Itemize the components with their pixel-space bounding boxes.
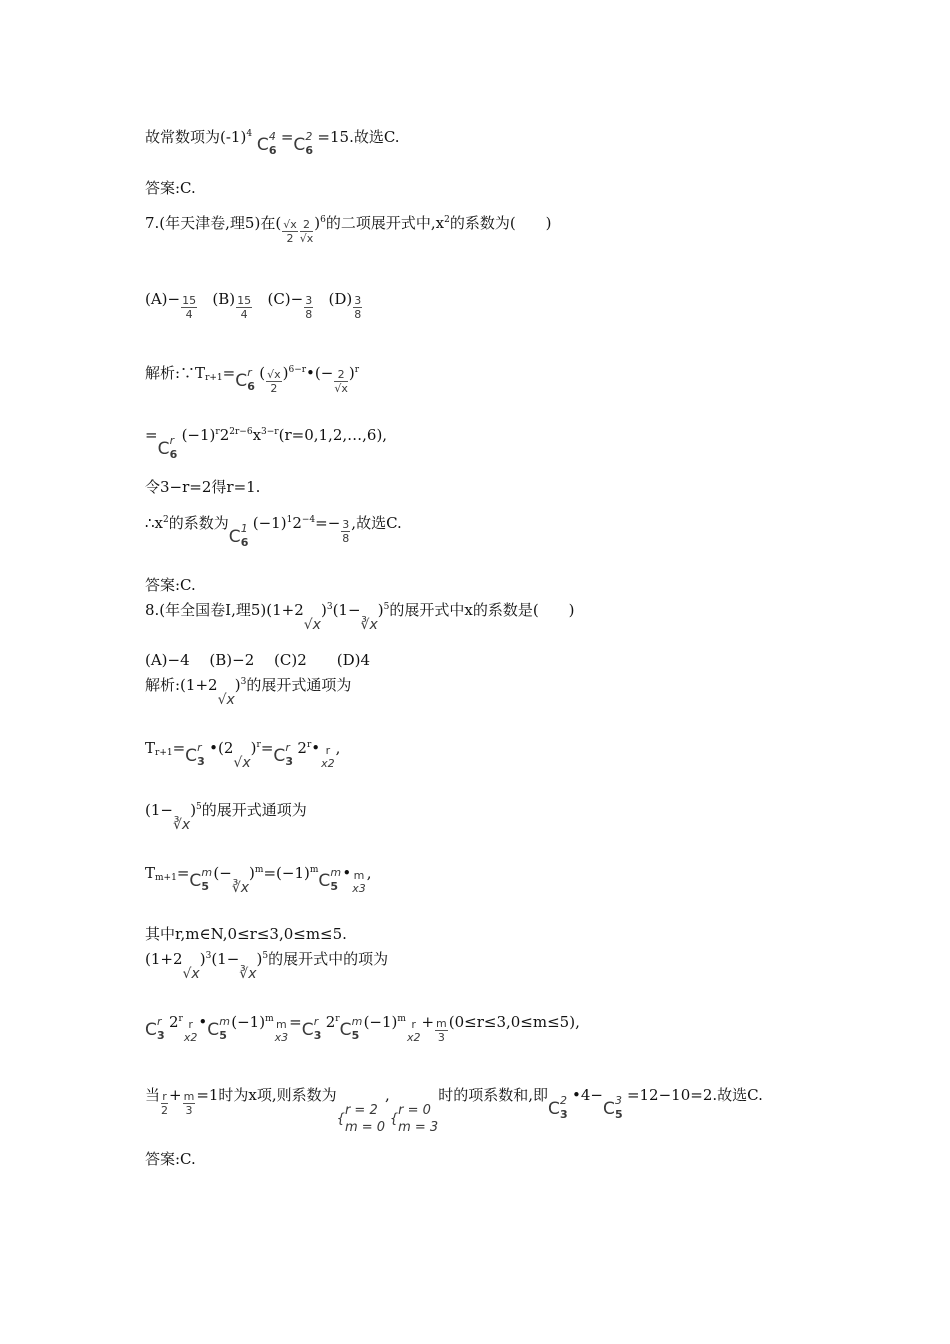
text: • bbox=[311, 739, 321, 757]
exponent: 5 bbox=[262, 951, 269, 961]
answer-line: 答案:C. bbox=[145, 179, 196, 197]
binomial-coefficient: C r 3 bbox=[273, 741, 294, 768]
text: 的系数为 bbox=[168, 514, 229, 532]
binomial-coefficient: C m 5 bbox=[189, 866, 213, 893]
fraction: $\frac{√x}{2}$ bbox=[283, 218, 297, 245]
question-8: 8.(年全国卷Ⅰ,理$5)(1+2√x)^3(1-∛x)^5$的展开式中x的系数是( ) bbox=[145, 601, 575, 633]
text-line bbox=[145, 1088, 763, 1136]
text: 当 bbox=[145, 1086, 161, 1104]
text: ,故选C. bbox=[351, 514, 402, 532]
cbrt-x: ∛x bbox=[172, 817, 191, 833]
text: • bbox=[198, 1013, 208, 1031]
fraction: $\frac{2}{√x}$ bbox=[299, 218, 314, 245]
exponent: r bbox=[354, 365, 360, 375]
solution-line bbox=[145, 428, 387, 461]
formula-line: $T_{m+1}=C$ m 5 $(-∛x)^m=(-1)^mC$ m 5 • m x3 , bbox=[145, 864, 372, 896]
text: x bbox=[252, 426, 262, 444]
exponent: r bbox=[306, 740, 312, 750]
text: (−1) bbox=[363, 1013, 398, 1031]
text-line bbox=[145, 130, 400, 157]
text: 时的项系数和,即 bbox=[438, 1086, 548, 1104]
text: (−1) bbox=[231, 1013, 266, 1031]
text: 2 bbox=[297, 739, 307, 757]
text: = bbox=[145, 426, 158, 444]
fraction: $\frac{√x}{2}$ bbox=[267, 368, 281, 395]
text: =12−10=2.故选C. bbox=[626, 1086, 763, 1104]
exponent: r bbox=[178, 1014, 183, 1024]
fraction: $\frac{15}{4}$ bbox=[182, 294, 197, 321]
binomial-coefficient: C 2 3 bbox=[547, 1094, 568, 1121]
answer-line: 答案:C. bbox=[145, 1150, 196, 1168]
solution-line: 解析$:\because T_{r+1}=C$ r 6 ( $\frac{√x}{2}$ )$^{6-r}$•(− $\frac{2}{√x}$ )$^r$ bbox=[145, 364, 360, 395]
text: = bbox=[289, 1013, 302, 1031]
text: (r=0,1,2,…,6), bbox=[278, 426, 388, 444]
option-a: (A)− bbox=[145, 290, 181, 308]
text: •4− bbox=[571, 1086, 603, 1104]
answer-line: 答案:C. bbox=[145, 576, 196, 594]
text: 7.(年天津卷,理5)在( bbox=[145, 214, 282, 232]
exponent: −4 bbox=[301, 515, 316, 525]
exponent: 4 bbox=[246, 129, 253, 139]
text: = bbox=[176, 864, 190, 882]
text: T bbox=[145, 739, 156, 757]
options-8: (A)−4 (B)−2 (C)2 (D)4 bbox=[145, 651, 371, 669]
exponent: 1 bbox=[286, 515, 293, 525]
text: 的二项展开式中,x bbox=[325, 214, 445, 232]
exponent: 5 bbox=[196, 802, 202, 812]
text: 8.(年全国卷Ⅰ,理5)(1+2 bbox=[145, 601, 304, 619]
binomial-coefficient: C 4 6 bbox=[256, 130, 277, 157]
text: 2 bbox=[169, 1013, 179, 1031]
text: =15.故选C. bbox=[317, 128, 400, 146]
fraction: $\frac{3}{8}$ bbox=[342, 518, 350, 545]
sqrt-x: √x bbox=[182, 966, 200, 982]
fraction: r x2 bbox=[406, 1018, 421, 1044]
fraction: $\frac{m}{3}$ bbox=[183, 1090, 195, 1117]
binomial-coefficient: C 1 6 bbox=[228, 522, 249, 549]
fraction: $\frac{m}{3}$ bbox=[436, 1017, 447, 1044]
exponent: 2 bbox=[163, 515, 169, 525]
text: (−1) bbox=[252, 514, 287, 532]
formula-line: $T_{r+1}=C$ r 3 $•(2√x)^r=C$ r 3 2$^r$• r x2 , bbox=[145, 739, 341, 771]
text: 解析:∵T bbox=[145, 364, 206, 382]
option-b: (B) bbox=[212, 290, 236, 308]
text: 2 bbox=[219, 426, 230, 444]
text-line: (1−∛x)$^5$的展开式通项为 bbox=[145, 801, 307, 833]
text: 的展开式通项为 bbox=[246, 676, 352, 694]
exponent: m bbox=[309, 865, 319, 875]
text-line: 其中r,m∈N,0≤r≤3,0≤m≤5. bbox=[145, 925, 347, 943]
text: •(− bbox=[306, 364, 334, 382]
exponent: 6−r bbox=[288, 365, 307, 375]
exponent: 3 bbox=[326, 602, 333, 612]
fraction: $\frac{3}{8}$ bbox=[305, 294, 313, 321]
sqrt-x: √x bbox=[303, 617, 321, 633]
text: = bbox=[260, 739, 274, 757]
question-7 bbox=[145, 216, 552, 246]
text: T bbox=[145, 864, 156, 882]
fraction: $\frac{2}{√x}$ bbox=[334, 368, 348, 395]
fraction: m x3 bbox=[274, 1018, 289, 1044]
text: + bbox=[169, 1086, 182, 1104]
text: = bbox=[172, 739, 186, 757]
text: 的展开式中的项为 bbox=[268, 950, 389, 968]
text: ) bbox=[314, 214, 321, 232]
text: = bbox=[222, 364, 236, 382]
exponent: 6 bbox=[320, 215, 326, 225]
exponent: 2 bbox=[444, 215, 450, 225]
subscript: m+1 bbox=[155, 873, 177, 883]
cbrt-x: ∛x bbox=[239, 966, 257, 982]
options-7 bbox=[145, 292, 363, 322]
binomial-coefficient: C m 5 bbox=[207, 1015, 230, 1042]
option-c: (C)− bbox=[267, 290, 304, 308]
text-line: $(1+2√x)^3(1-∛x)^5$的展开式中的项为 bbox=[145, 950, 389, 982]
text: , bbox=[366, 864, 372, 882]
exponent: r bbox=[256, 740, 261, 750]
text: (1− bbox=[332, 601, 361, 619]
text: (1− bbox=[145, 801, 173, 819]
binomial-coefficient: C r 3 bbox=[301, 1015, 322, 1042]
text: 故常数项为(-1) bbox=[145, 128, 247, 146]
text: (1− bbox=[211, 950, 240, 968]
exponent: 2r−6 bbox=[229, 427, 253, 437]
fraction: $\frac{r}{2}$ bbox=[161, 1090, 169, 1117]
text: 解析:(1+2 bbox=[145, 676, 218, 694]
cbrt-x: ∛x bbox=[231, 880, 250, 896]
text: 2 bbox=[325, 1013, 336, 1031]
binomial-coefficient: C 3 5 bbox=[602, 1094, 623, 1121]
fraction: r x2 bbox=[183, 1018, 198, 1044]
binomial-coefficient: C r 3 bbox=[185, 741, 205, 768]
case-brace: { r = 2 m = 0 bbox=[336, 1102, 386, 1135]
subscript: r+1 bbox=[155, 748, 173, 758]
formula-line: C r 3 2$^r$ r x2 •C m 5 $(-1)^m$ m x3 =C r 3 2$^r$C m 5 $(-1)^m$ r x2 + $\frac{m}{3}$ (0≤r≤3,0≤m≤5), bbox=[145, 1013, 580, 1044]
case-brace: { r = 0 m = 3 bbox=[389, 1102, 439, 1135]
text: (0≤r≤3,0≤m≤5), bbox=[448, 1013, 580, 1031]
text: =1时为x项,则系数为 bbox=[196, 1086, 337, 1104]
text: 的展开式中x的系数是( ) bbox=[389, 601, 575, 619]
text-line: 令3−r=2得r=1. bbox=[145, 478, 261, 496]
exponent: 3−r bbox=[261, 427, 279, 437]
text: 2 bbox=[292, 514, 302, 532]
text: ∴x bbox=[145, 514, 164, 532]
fraction: r x2 bbox=[321, 744, 335, 770]
binomial-coefficient: C r 3 bbox=[145, 1015, 165, 1042]
binomial-coefficient: C m 5 bbox=[318, 866, 342, 893]
option-d: (D) bbox=[328, 290, 353, 308]
sqrt-x: √x bbox=[233, 755, 251, 771]
exponent: 5 bbox=[383, 602, 390, 612]
sqrt-x: √x bbox=[217, 692, 235, 708]
binomial-coefficient: C r 6 bbox=[235, 366, 255, 393]
text: (− bbox=[213, 864, 232, 882]
solution-line: 解析$:(1+2√x)^3$的展开式通项为 bbox=[145, 676, 352, 708]
text: =(−1) bbox=[263, 864, 310, 882]
exponent: r bbox=[215, 427, 220, 437]
cbrt-x: ∛x bbox=[360, 617, 378, 633]
text: • bbox=[342, 864, 352, 882]
exponent: 3 bbox=[240, 677, 247, 687]
exponent: m bbox=[254, 865, 264, 875]
text: , bbox=[385, 1086, 390, 1104]
fraction: m x3 bbox=[352, 869, 366, 895]
binomial-coefficient: C r 6 bbox=[157, 434, 178, 461]
text: (1+2 bbox=[145, 950, 183, 968]
text: = bbox=[280, 128, 294, 146]
fraction: $\frac{15}{4}$ bbox=[237, 294, 252, 321]
text: =− bbox=[315, 514, 341, 532]
text-line bbox=[145, 516, 402, 549]
text: (−1) bbox=[181, 426, 216, 444]
exponent: r bbox=[335, 1014, 340, 1024]
text: •(2 bbox=[209, 739, 234, 757]
text: 的系数为( ) bbox=[449, 214, 552, 232]
text: , bbox=[335, 739, 341, 757]
exponent: m bbox=[397, 1014, 406, 1024]
binomial-coefficient: C m 5 bbox=[339, 1015, 363, 1042]
exponent: m bbox=[265, 1014, 274, 1024]
exponent: 3 bbox=[205, 951, 212, 961]
text: 的展开式通项为 bbox=[201, 801, 307, 819]
fraction: $\frac{3}{8}$ bbox=[354, 294, 362, 321]
subscript: r+1 bbox=[205, 373, 223, 383]
binomial-coefficient: C 2 6 bbox=[293, 130, 314, 157]
